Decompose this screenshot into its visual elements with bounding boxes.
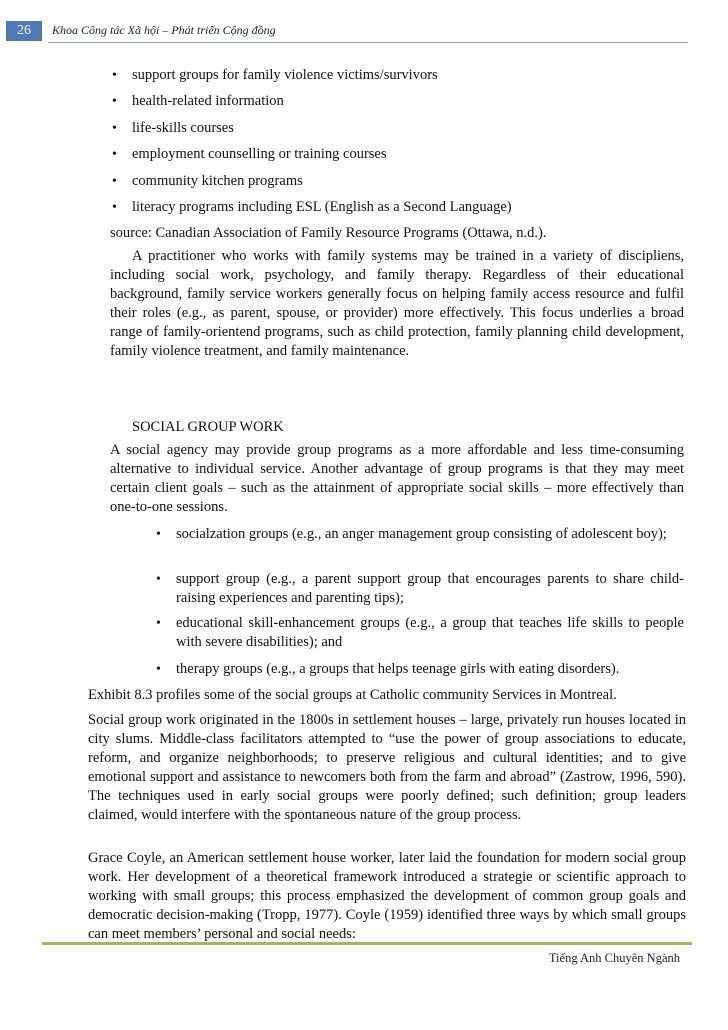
bullet-icon: •: [112, 121, 117, 136]
list-item: therapy groups (e.g., a groups that helps teenage girls with eating disorders).: [176, 661, 620, 677]
bullet-icon: •: [156, 662, 161, 677]
paragraph-exhibit: Exhibit 8.3 profiles some of the social groups at Catholic community Services in Montreal.: [88, 687, 617, 703]
list-item: literacy programs including ESL (English as a Second Language): [132, 199, 512, 215]
paragraph-practitioner: A practitioner who works with family systems may be trained in a variety of discipliens, including social work, psychology, and family therapy. Regardless of their educational background, family service workers generally focus on helping family access resource and fulfil their roles (e.g., as parent, spouse, or provider) more effectively. This focus underlies a broad range of family-orientend programs, such as child protection, family planning child development, family violence treatment, and family maintenance.: [110, 248, 684, 359]
bullet-icon: •: [112, 174, 117, 189]
bullet-icon: •: [112, 94, 117, 109]
list-item: employment counselling or training courses: [132, 146, 387, 162]
paragraph-agency: A social agency may provide group programs as a more affordable and less time-consuming alternative to individual service. Another advantage of group programs is that they may meet certain client goals – such as the attainment of appropriate social skills – more effectively than one-to-one sessions.: [110, 442, 684, 515]
bullet-icon: •: [112, 147, 117, 162]
list-item: community kitchen programs: [132, 173, 303, 189]
bullet-icon: •: [156, 572, 161, 587]
header-title: Khoa Công tác Xã hội – Phát triển Cộng đồng: [52, 23, 276, 37]
list-item: socialzation groups (e.g., an anger management group consisting of adolescent boy);: [176, 526, 667, 542]
list-item: support group (e.g., a parent support group that encourages parents to share child-raising experiences and parenting tips);: [176, 571, 684, 606]
bullet-icon: •: [112, 200, 117, 215]
page-number: 26: [6, 21, 42, 41]
source-line: source: Canadian Association of Family Resource Programs (Ottawa, n.d.).: [110, 225, 547, 241]
list-item: life-skills courses: [132, 120, 234, 136]
list-item: support groups for family violence victims/survivors: [132, 67, 438, 83]
list-item: health-related information: [132, 93, 284, 109]
footer-rule: [42, 942, 692, 945]
bullet-icon: •: [156, 527, 161, 542]
header-rule: [48, 42, 688, 43]
paragraph-origin: Social group work originated in the 1800s in settlement houses – large, privately run houses located in city slums. Middle-class facilitators attempted to “use the power of group associations to educate, reform, and organize neighborhoods; to preserve religious and cultural identities; and to give emotional support and assistance to newcomers both from the farm and abroad” (Zastrow, 1996, 590). The techniques used in early social groups were poorly defined; such definition; group leaders claimed, would interfere with the spontaneous nature of the group process.: [88, 712, 686, 823]
page-header: [0, 18, 728, 42]
section-heading: SOCIAL GROUP WORK: [132, 419, 284, 435]
paragraph-coyle: Grace Coyle, an American settlement house worker, later laid the foundation for modern social group work. Her development of a theoretical framework introduced a strategie or scientific approach to working with small groups; this process emphasized the development of common group goals and democratic decision-making (Tropp, 1977). Coyle (1959) identified three ways by which small groups can meet members’ personal and social needs:: [88, 850, 686, 942]
list-item: educational skill-enhancement groups (e.g., a group that teaches life skills to people with severe disabilities); and: [176, 615, 684, 650]
bullet-icon: •: [112, 68, 117, 83]
footer-text: Tiếng Anh Chuyên Ngành: [548, 951, 680, 965]
bullet-icon: •: [156, 616, 161, 631]
